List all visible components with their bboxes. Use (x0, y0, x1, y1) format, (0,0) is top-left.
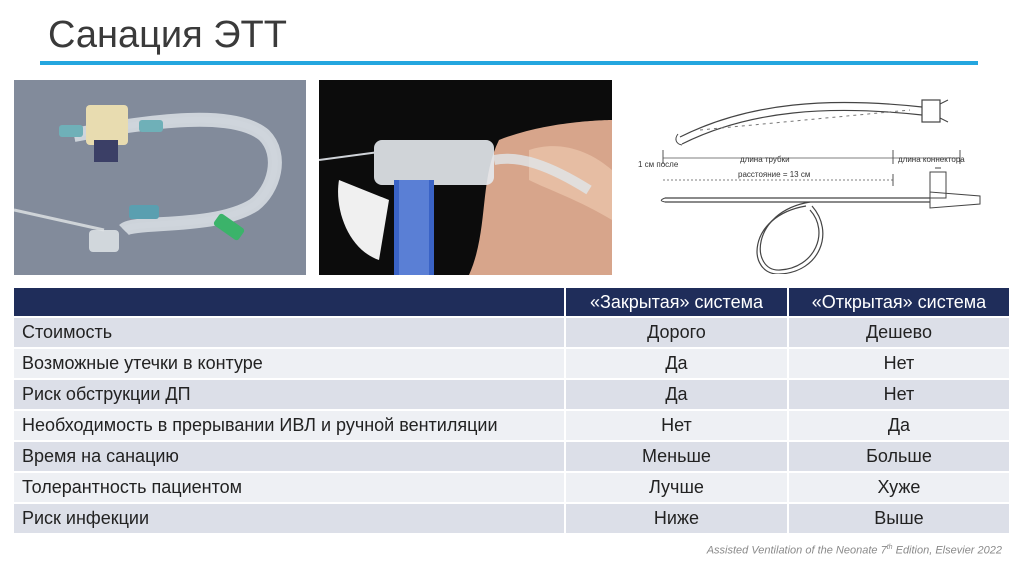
table-row (14, 410, 1009, 441)
comparison-table (14, 288, 1009, 533)
label-1cm-after: 1 см после (638, 160, 679, 169)
title-underline (40, 61, 978, 65)
row-closed-value: Да (565, 348, 788, 379)
closed-suction-system-photo (14, 80, 306, 275)
row-open-value: Хуже (788, 472, 1009, 503)
row-open-value: Да (788, 410, 1009, 441)
source-citation (707, 544, 1002, 557)
table-row (14, 348, 1009, 379)
row-criterion: Необходимость в прерывании ИВЛ и ручной вентиляции (14, 410, 565, 441)
row-closed-value: Ниже (565, 503, 788, 533)
citation-text: Assisted Ventilation of the Neonate 7 (706, 544, 887, 557)
slide-title: Санация ЭТТ (48, 14, 287, 56)
citation-text-end: Edition, Elsevier 2022 (892, 544, 1002, 557)
row-closed-value: Лучше (565, 472, 788, 503)
label-distance: расстояние = 13 см (738, 170, 811, 179)
row-criterion: Риск инфекции (14, 503, 565, 533)
row-criterion: Толерантность пациентом (14, 472, 565, 503)
row-open-value: Выше (788, 503, 1009, 533)
row-criterion: Время на санацию (14, 441, 565, 472)
ett-suction-depth-diagram (630, 82, 1000, 274)
row-open-value: Нет (788, 379, 1009, 410)
table-row (14, 317, 1009, 348)
row-criterion: Возможные утечки в контуре (14, 348, 565, 379)
citation-superscript: th (886, 544, 893, 551)
header-criterion (14, 288, 565, 317)
row-open-value: Дешево (788, 317, 1009, 348)
label-connector-length: длина коннектора (898, 155, 965, 164)
suction-in-use-photo (319, 80, 612, 275)
row-closed-value: Нет (565, 410, 788, 441)
row-open-value: Больше (788, 441, 1009, 472)
table-row (14, 441, 1009, 472)
header-closed-system: «Закрытая» система (565, 288, 788, 317)
table-row (14, 379, 1009, 410)
table-row (14, 472, 1009, 503)
row-closed-value: Меньше (565, 441, 788, 472)
table-row (14, 503, 1009, 533)
row-closed-value: Дорого (565, 317, 788, 348)
table-header-row (14, 288, 1009, 317)
row-closed-value: Да (565, 379, 788, 410)
label-tube-length: длина трубки (740, 155, 790, 164)
header-open-system: «Открытая» система (788, 288, 1009, 317)
row-criterion: Стоимость (14, 317, 565, 348)
row-criterion: Риск обструкции ДП (14, 379, 565, 410)
row-open-value: Нет (788, 348, 1009, 379)
